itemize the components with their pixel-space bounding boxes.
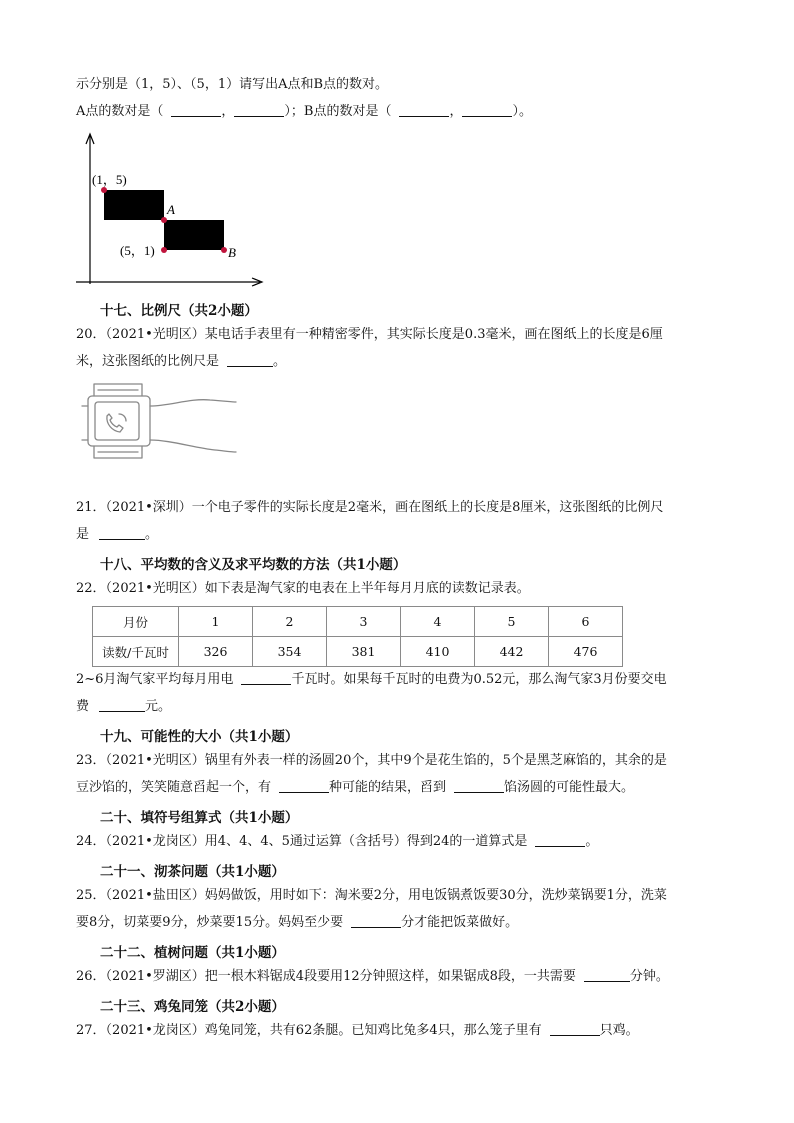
q19-text-line: 示分别是（1，5）、（5，1）请写出A点和B点的数对。 (76, 77, 389, 92)
point-1-5 (101, 187, 107, 193)
table-cell: 442 (475, 637, 549, 667)
signal-wave-icon (119, 414, 126, 421)
section-heading-18: 十八、平均数的含义及求平均数的方法（共1小题） (100, 557, 407, 573)
q23-end: 馅汤圆的可能性最大。 (504, 780, 635, 795)
q27-answer-blank[interactable] (550, 1022, 600, 1036)
answer-b-prefix: ）；B点的数对是（ (284, 104, 392, 119)
table-header-cell: 月份 (93, 607, 179, 637)
watch-screen (95, 402, 139, 440)
table-cell: 326 (179, 637, 253, 667)
table-cell: 5 (475, 607, 549, 637)
q21-text: 是 (76, 527, 90, 542)
table-cell: 2 (253, 607, 327, 637)
q24-end: 。 (585, 834, 599, 849)
q22-text-2: 千瓦时。如果每千瓦时的电费为0.52元，那么淘气家3月份要交电 (291, 672, 667, 687)
phone-icon (107, 414, 123, 432)
answer-blank-b-x[interactable] (399, 103, 449, 117)
q22-line3 (76, 698, 171, 716)
q27-text: 27．（2021•龙岗区）鸡兔同笼，共有62条腿。已知鸡比兔多4只，那么笼子里有 (76, 1023, 542, 1038)
q25-line2 (76, 914, 518, 932)
table-cell: 1 (179, 607, 253, 637)
wrist-bottom (150, 440, 236, 452)
q23-line2 (76, 779, 634, 797)
q26-answer-blank[interactable] (584, 968, 630, 982)
answer-blank-a-x[interactable] (171, 103, 221, 117)
table-cell: 354 (253, 637, 327, 667)
section-heading-20: 二十、填符号组算式（共1小题） (100, 810, 299, 826)
arm-left (82, 406, 88, 440)
table-cell: 3 (327, 607, 401, 637)
answer-end: ）。 (512, 104, 532, 119)
q22-text-3: 费 (76, 699, 90, 714)
section-heading-22: 二十二、植树问题（共1小题） (100, 945, 285, 961)
q23-line1: 23．（2021•光明区）锅里有外表一样的汤圆20个，其中9个是花生馅的，5个是黑芝麻馅的，其余的是 (76, 753, 667, 768)
label-b: B (228, 245, 236, 260)
q25-line1: 25．（2021•盐田区）妈妈做饭，用时如下：淘米要2分，用电饭锅煮饭要30分，洗炒菜锅要1分，洗菜 (76, 888, 667, 903)
section-heading-23: 二十三、鸡兔同笼（共2小题） (100, 999, 285, 1015)
smartwatch-illustration (80, 378, 240, 468)
meter-readings-table (92, 606, 623, 667)
q19-continued-text (76, 76, 388, 94)
q22-line1: 22．（2021•光明区）如下表是淘气家的电表在上半年每月月底的读数记录表。 (76, 581, 530, 596)
q24-text: 24．（2021•龙岗区）用4、4、4、5通过运算（含括号）得到24的一道算式是 (76, 834, 528, 849)
table-cell: 381 (327, 637, 401, 667)
label-1-5: (1，5) (92, 172, 127, 187)
q20-text: 米，这张图纸的比例尺是 (76, 354, 220, 369)
q23-text: 豆沙馅的，笑笑随意舀起一个，有 (76, 780, 272, 795)
q25-text: 要8分，切菜要9分，炒菜要15分。妈妈至少要 (76, 915, 344, 930)
q19-answer-line (76, 103, 532, 121)
label-a: A (167, 202, 175, 217)
point-a (161, 217, 167, 223)
wrist-top (150, 400, 236, 406)
q22-end: 元。 (145, 699, 172, 714)
section-heading-17: 十七、比例尺（共2小题） (100, 303, 258, 319)
q23-text-2: 种可能的结果，舀到 (329, 780, 447, 795)
comma: ， (221, 104, 235, 119)
point-5-1 (161, 247, 167, 253)
q23-answer-blank-1[interactable] (279, 779, 329, 793)
q20-answer-blank[interactable] (227, 353, 273, 367)
q25-end: 分才能把饭菜做好。 (401, 915, 519, 930)
answer-blank-a-y[interactable] (234, 103, 284, 117)
q22-answer-blank-2[interactable] (99, 698, 145, 712)
rectangle-b (164, 220, 224, 250)
q20-end: 。 (273, 354, 287, 369)
comma: ， (449, 104, 463, 119)
q27-end: 只鸡。 (599, 1023, 639, 1038)
table-cell: 4 (401, 607, 475, 637)
table-header-cell: 读数/千瓦时 (93, 637, 179, 667)
q22-answer-blank-1[interactable] (241, 671, 291, 685)
q22-line2 (76, 671, 667, 689)
answer-a-prefix: A点的数对是（ (76, 104, 164, 119)
watch-body (88, 396, 150, 446)
q26-end: 分钟。 (629, 969, 669, 984)
table-cell: 410 (401, 637, 475, 667)
q20-line1: 20．（2021•光明区）某电话手表里有一种精密零件，其实际长度是0.3毫米，画在图纸上的长度是6厘 (76, 327, 663, 342)
table-cell: 476 (549, 637, 623, 667)
label-5-1: (5，1) (120, 243, 155, 258)
q25-answer-blank[interactable] (351, 914, 401, 928)
q21-line1: 21．（2021•深圳）一个电子零件的实际长度是2毫米，画在图纸上的长度是8厘米，这张图纸的比例尺 (76, 500, 664, 515)
rectangle-a (104, 190, 164, 220)
q21-line2 (76, 526, 158, 544)
q21-end: 。 (145, 527, 159, 542)
table-row (93, 607, 623, 637)
q26-text: 26．（2021•罗湖区）把一根木料锯成4段要用12分钟照这样，如果锯成8段，一共需要 (76, 969, 576, 984)
section-heading-19: 十九、可能性的大小（共1小题） (100, 729, 299, 745)
q26-line1 (76, 968, 669, 986)
table-cell: 6 (549, 607, 623, 637)
q21-answer-blank[interactable] (99, 526, 145, 540)
q22-text: 2~6月淘气家平均每月用电 (76, 672, 234, 687)
table-row (93, 637, 623, 667)
coordinate-axes-svg (70, 128, 270, 288)
q24-line1 (76, 833, 598, 851)
q24-answer-blank[interactable] (535, 833, 585, 847)
q27-line1 (76, 1022, 639, 1040)
section-heading-21: 二十一、沏茶问题（共1小题） (100, 864, 285, 880)
q20-line2 (76, 353, 286, 371)
point-b (221, 247, 227, 253)
answer-blank-b-y[interactable] (462, 103, 512, 117)
q23-answer-blank-2[interactable] (454, 779, 504, 793)
